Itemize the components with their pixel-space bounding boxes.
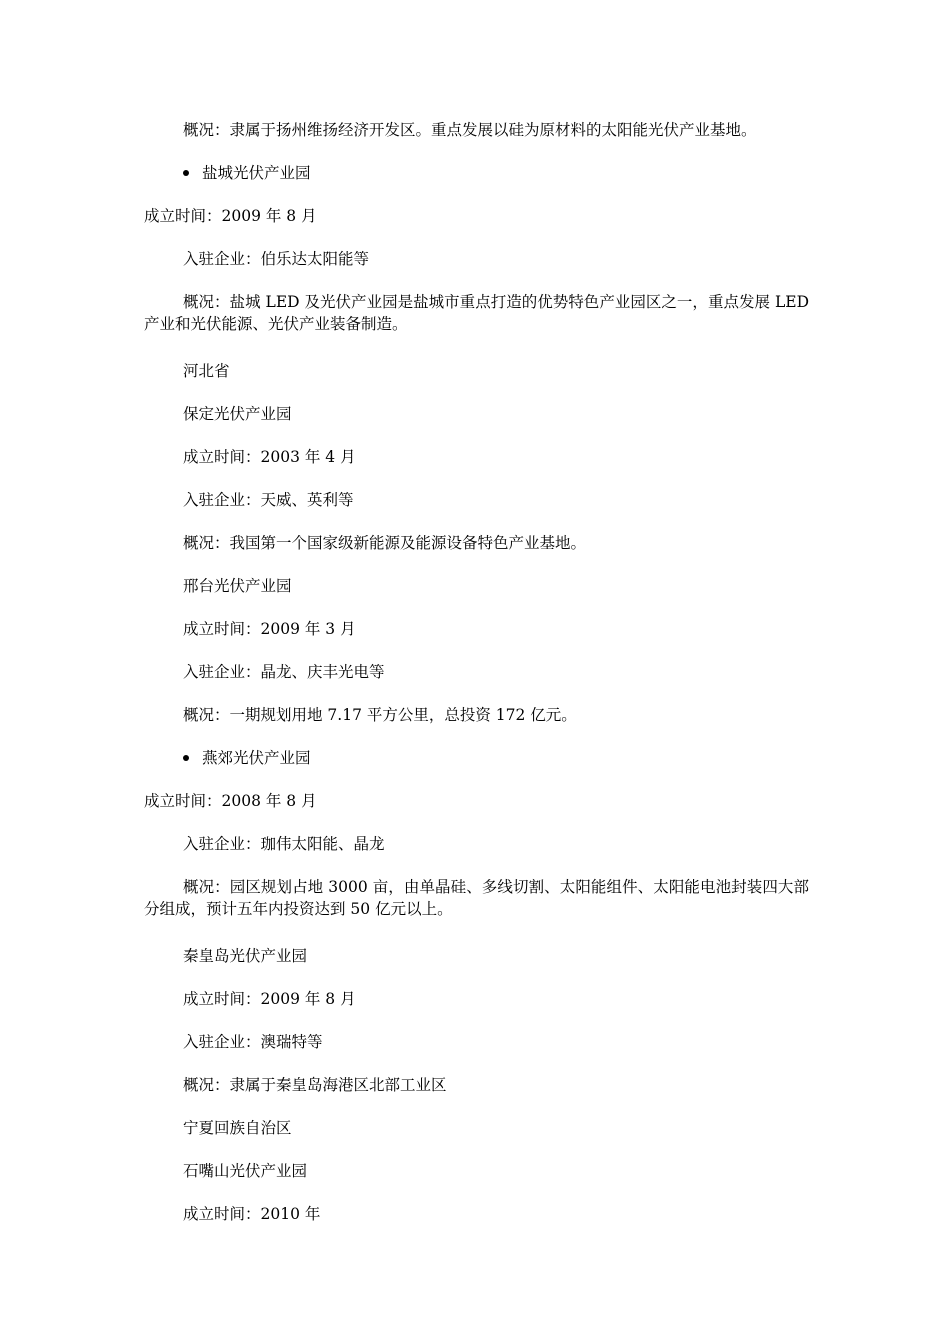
park-name-baoding: 保定光伏产业园: [183, 405, 292, 423]
park-name-qinhuangdao: 秦皇岛光伏产业园: [183, 947, 308, 965]
baoding-companies: 入驻企业：天威、英利等: [183, 491, 354, 509]
xingtai-founded: 成立时间：2009 年 3 月: [183, 620, 356, 638]
baoding-overview: 概况：我国第一个国家级新能源及能源设备特色产业基地。: [183, 534, 587, 552]
yanjiao-founded: 成立时间：2008 年 8 月: [144, 792, 317, 810]
shizuishan-founded: 成立时间：2010 年: [183, 1205, 321, 1223]
yancheng-founded: 成立时间：2009 年 8 月: [144, 207, 317, 225]
yancheng-overview: 概况：盐城 LED 及光伏产业园是盐城市重点打造的优势特色产业园区之一，重点发展 LED 产业和光伏能源、光伏产业装备制造。: [144, 293, 809, 333]
xingtai-companies: 入驻企业：晶龙、庆丰光电等: [183, 663, 385, 681]
baoding-founded: 成立时间：2003 年 4 月: [183, 448, 356, 466]
qinhuangdao-companies: 入驻企业：澳瑞特等: [183, 1033, 323, 1051]
yanjiao-overview: 概况：园区规划占地 3000 亩，由单晶硅、多线切割、太阳能组件、太阳能电池封装四大部分组成，预计五年内投资达到 50 亿元以上。: [144, 878, 809, 918]
xingtai-overview: 概况：一期规划用地 7.17 平方公里，总投资 172 亿元。: [183, 706, 577, 724]
yanjiao-companies: 入驻企业：珈伟太阳能、晶龙: [183, 835, 385, 853]
park-name-yancheng: 盐城光伏产业园: [202, 164, 311, 182]
yancheng-companies: 入驻企业：伯乐达太阳能等: [183, 250, 370, 268]
bullet-dot-icon: [183, 170, 189, 176]
yangzhou-overview: 概况：隶属于扬州维扬经济开发区。重点发展以硅为原材料的太阳能光伏产业基地。: [183, 121, 757, 139]
qinhuangdao-overview: 概况：隶属于秦皇岛海港区北部工业区: [183, 1076, 447, 1094]
province-hebei: 河北省: [183, 362, 230, 380]
park-name-shizuishan: 石嘴山光伏产业园: [183, 1162, 308, 1180]
park-name-xingtai: 邢台光伏产业园: [183, 577, 292, 595]
bullet-dot-icon: [183, 755, 189, 761]
qinhuangdao-founded: 成立时间：2009 年 8 月: [183, 990, 356, 1008]
province-ningxia: 宁夏回族自治区: [183, 1119, 292, 1137]
park-name-yanjiao: 燕郊光伏产业园: [202, 749, 311, 767]
